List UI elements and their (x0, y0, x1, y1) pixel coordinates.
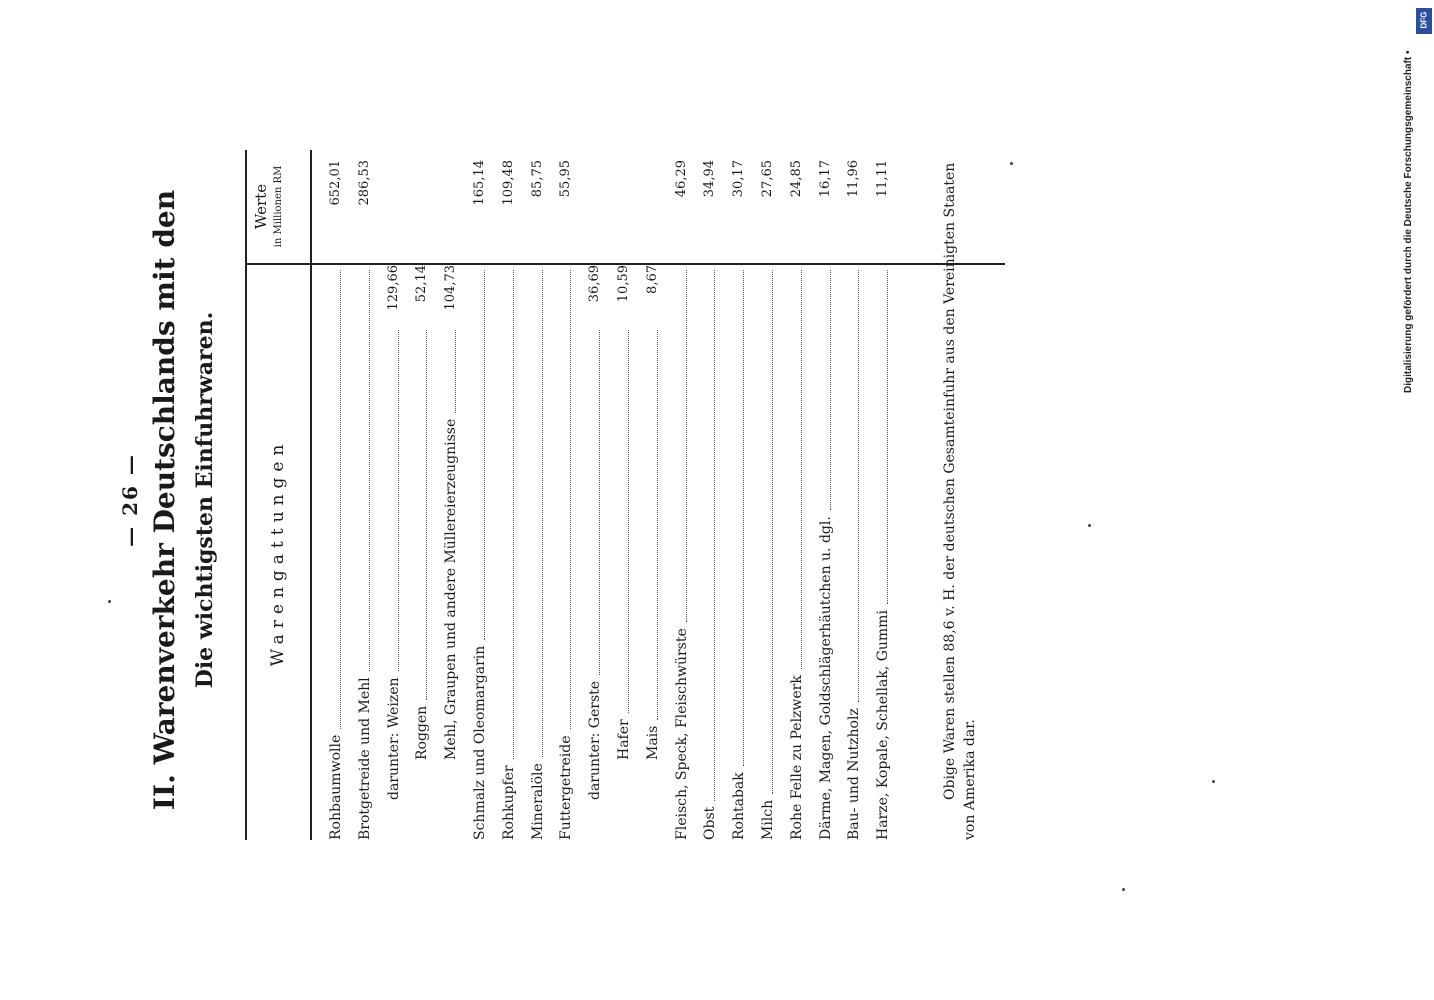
scan-speck (1088, 524, 1091, 527)
row-leader-dots (702, 270, 715, 801)
row-label: Rohtabak (731, 772, 748, 840)
row-total-value: 16,17 (817, 160, 833, 198)
page-subtitle: Die wichtigsten Einfuhrwaren. (192, 311, 218, 689)
page-title: II. Warenverkehr Deutschlands mit den (148, 189, 181, 811)
table-row (466, 150, 495, 840)
row-label: Rohkupfer (500, 765, 517, 840)
footnote: Obige Waren stellen 88,6 v. H. der deutschen Gesamteinfuhr aus den Vereinigten Staaten von Amerika dar. (942, 162, 979, 840)
column-header-values (252, 150, 285, 263)
row-label: Futtergetreide (558, 735, 575, 840)
table-row (322, 150, 351, 840)
row-total-value: 11,96 (846, 160, 862, 198)
row-leader-dots (616, 330, 629, 713)
row-leader-dots (875, 270, 888, 604)
row-label: darunter: Weizen (385, 677, 402, 800)
table-row (437, 150, 466, 840)
row-leader-dots (386, 330, 399, 671)
row-leader-dots (731, 270, 744, 766)
table-row (408, 150, 437, 840)
scan-speck (1122, 888, 1125, 891)
table-header-rule (310, 150, 312, 840)
row-total-value: 109,48 (500, 160, 516, 206)
table-row (869, 150, 898, 840)
table-row (783, 150, 812, 840)
table-row (495, 150, 524, 840)
row-subvalue: 8,67 (644, 265, 660, 294)
row-label: Brotgetreide und Mehl (356, 677, 373, 840)
row-leader-dots (328, 270, 341, 729)
row-label: Obst (702, 806, 719, 840)
row-subvalue: 52,14 (414, 265, 430, 303)
row-label: Fleisch, Speck, Fleischwürste (673, 628, 690, 840)
table-row (725, 150, 754, 840)
row-label: Därme, Magen, Goldschlägerhäutchen u. dgl. (817, 516, 834, 840)
table-row (552, 150, 581, 840)
table-row (668, 150, 697, 840)
row-leader-dots (818, 270, 831, 510)
row-total-value: 652,01 (328, 160, 343, 206)
table-row (754, 150, 783, 840)
scan-speck (108, 600, 111, 603)
row-label: Mineralöle (529, 763, 546, 840)
table-row (812, 150, 841, 840)
row-leader-dots (674, 270, 687, 622)
page-number: — 26 — (118, 453, 142, 547)
row-label: Schmalz und Oleomargarin (471, 645, 488, 840)
row-label: Mehl, Graupen und andere Müllereierzeugnisse (443, 418, 460, 760)
row-leader-dots (472, 270, 485, 640)
row-label: Rohbaumwolle (328, 734, 344, 840)
rotated-page (40, 0, 1040, 1000)
table-row (380, 150, 409, 840)
table-row (524, 150, 553, 840)
row-leader-dots (789, 270, 802, 669)
row-total-value: 165,14 (471, 160, 487, 206)
row-subvalue: 104,73 (443, 265, 459, 311)
table-row (610, 150, 639, 840)
scan-speck (1010, 162, 1013, 165)
row-label: Harze, Kopale, Schellak, Gummi (875, 610, 892, 840)
column-header-values-label: Werte (252, 183, 270, 230)
watermark-text: Digitalisierung gefördert durch die Deutsche Forschungsgemeinschaft • (1403, 50, 1414, 393)
row-leader-dots (645, 330, 658, 720)
table-top-rule (245, 150, 247, 840)
row-total-value: 34,94 (702, 160, 718, 198)
row-label: Rohe Felle zu Pelzwerk (788, 675, 805, 840)
row-total-value: 55,95 (558, 160, 574, 198)
table-row (351, 150, 380, 840)
row-total-value: 286,53 (356, 160, 372, 206)
row-leader-dots (501, 270, 514, 759)
row-leader-dots (530, 270, 543, 757)
dfg-logo-text: DFG (1419, 11, 1429, 29)
row-total-value: 11,11 (875, 160, 891, 198)
scan-speck (1212, 780, 1215, 783)
row-leader-dots (357, 270, 370, 671)
row-leader-dots (587, 330, 600, 675)
row-label: Roggen (414, 705, 431, 760)
row-total-value: 30,17 (731, 160, 747, 198)
table-row (840, 150, 869, 840)
column-header-values-unit: in Millionen RM (272, 165, 284, 248)
row-leader-dots (760, 270, 773, 794)
row-total-value: 85,75 (529, 160, 545, 198)
row-total-value: 46,29 (673, 160, 689, 198)
row-subvalue: 129,66 (385, 265, 401, 311)
dfg-logo (1416, 8, 1432, 34)
row-subvalue: 10,59 (615, 265, 631, 303)
goods-table (322, 150, 898, 840)
column-header-goods: Warengattungen (268, 438, 288, 667)
row-label: darunter: Gerste (587, 680, 604, 800)
row-subvalue: 36,69 (587, 265, 603, 303)
row-total-value: 27,65 (759, 160, 775, 198)
row-leader-dots (414, 330, 427, 700)
row-leader-dots (558, 270, 571, 729)
row-leader-dots (846, 270, 859, 702)
row-label: Mais (644, 725, 661, 760)
row-total-value: 24,85 (788, 160, 804, 198)
row-label: Hafer (615, 719, 632, 760)
table-row (639, 150, 668, 840)
row-label: Bau- und Nutzholz (846, 708, 863, 840)
row-label: Milch (759, 799, 776, 840)
table-row (696, 150, 725, 840)
table-row (581, 150, 610, 840)
